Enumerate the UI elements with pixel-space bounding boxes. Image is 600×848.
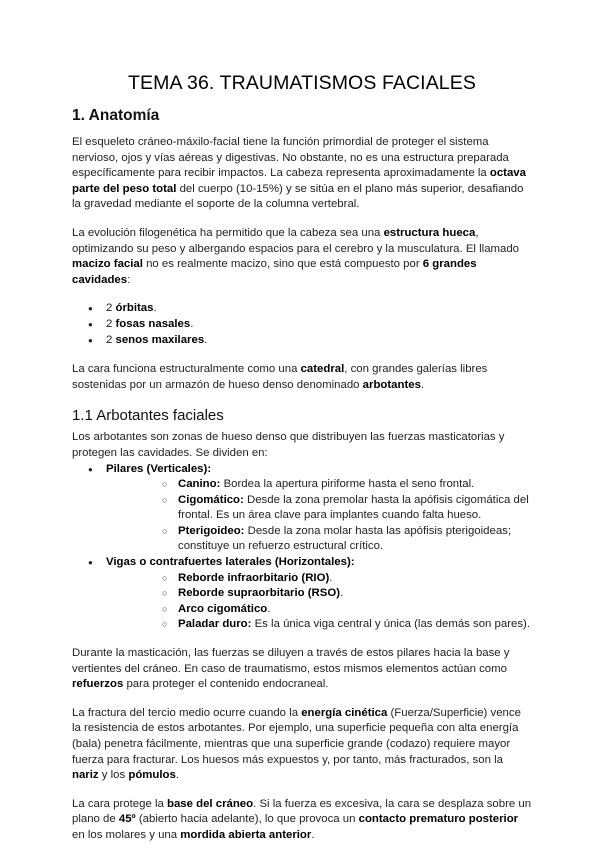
cavities-list — [72, 301, 532, 348]
paragraph-fractura: La fractura del tercio medio ocurre cuando la energía cinética (Fuerza/Superficie) vence la resistencia de estos arbotantes. Por ejemplo, una superficie pequeña con alta energía (bala) penetra fácilmente, mientras que una superficie grande (codazo) requiere mayor fuerza para fracturar. Los huesos más expuestos y, por tanto, más fracturados, son la nariz y los pómulos. — [72, 706, 521, 782]
paragraph-base-craneo: La cara protege la base del cráneo. Si la fuerza es excesiva, la cara se desplaza sobre un plano de 45º (abierto hacia adelante), lo que provoca un contacto prematuro posterior en los molares y una mordida abierta anterior. — [72, 797, 532, 841]
section-heading-arbotantes: 1.1 Arbotantes faciales — [72, 407, 224, 425]
list-item: ● 2 órbitas. — [72, 301, 532, 317]
list-item: ○ Reborde infraorbitario (RIO). — [106, 571, 532, 587]
list-item-vigas: ● Vigas o contrafuertes laterales (Horizontales): ○ Reborde infraorbitario (RIO). ○ Reborde supraorbitario (RSO). ○ Arco cigomático. ○ Paladar duro: Es la única viga central y única (las demás son pares). — [72, 555, 532, 633]
list-item: ● 2 senos maxilares. — [72, 333, 532, 349]
list-item: ○ Paladar duro: Es la única viga central y única (las demás son pares). — [106, 617, 532, 633]
arbotantes-list — [72, 462, 532, 634]
paragraph-masticacion: Durante la masticación, las fuerzas se diluyen a través de estos pilares hacia la base y vertientes del cráneo. En caso de traumatismo, estos mismos elementos actúan como refuerzos para proteger el contenido endocraneal. — [72, 647, 510, 691]
page-title: TEMA 36. TRAUMATISMOS FACIALES — [128, 72, 476, 94]
list-item: ○ Arco cigomático. — [106, 602, 532, 618]
list-item: ○ Canino: Bordea la apertura piriforme hasta el seno frontal. — [106, 477, 532, 493]
list-item: ○ Pterigoideo: Desde la zona molar hasta las apófisis pterigoideas; constituye un refuerzo estructural crítico. — [106, 524, 532, 555]
list-item-pilares: ● Pilares (Verticales): ○ Canino: Bordea la apertura piriforme hasta el seno frontal. ○ Cigomático: Desde la zona premolar hasta la apófisis cigomática del frontal. Es un área clave para implantes cuando falta hueso. ○ Pterigoideo: Desde la zona molar hasta las apófisis pterigoideas; constituye un refuerzo estructural crítico. — [72, 462, 532, 556]
paragraph-esqueleto: El esqueleto cráneo-máxilo-facial tiene la función primordial de proteger el sistema nervioso, ojos y vías aéreas y digestivas. No obstante, no es una estructura preparada específicamente para recibir impactos. La cabeza representa aproximadamente la octava parte del peso total del cuerpo (10-15%) y se sitúa en el plano más superior, desafiando la gravedad mediante el soporte de la columna vertebral. — [72, 136, 526, 211]
pilares-sublist — [106, 477, 532, 555]
list-item: ● 2 fosas nasales. — [72, 317, 532, 333]
paragraph-catedral: La cara funciona estructuralmente como una catedral, con grandes galerías libres sostenidas por un armazón de hueso denso denominado arbotantes. — [72, 363, 488, 391]
list-item: ○ Cigomático: Desde la zona premolar hasta la apófisis cigomática del frontal. Es un área clave para implantes cuando falta hueso. — [106, 493, 532, 524]
list-item: ○ Reborde supraorbitario (RSO). — [106, 586, 532, 602]
vigas-sublist — [106, 571, 532, 633]
paragraph-evolucion: La evolución filogenética ha permitido que la cabeza sea una estructura hueca, optimizando su peso y albergando espacios para el cerebro y la musculatura. El llamado macizo facial no es realmente macizo, sino que está compuesto por 6 grandes cavidades: — [72, 226, 520, 286]
paragraph-arbotantes-intro: Los arbotantes son zonas de hueso denso que distribuyen las fuerzas masticatorias y protegen las cavidades. Se dividen en: — [72, 431, 505, 459]
section-heading-anatomia: 1. Anatomía — [72, 107, 160, 124]
